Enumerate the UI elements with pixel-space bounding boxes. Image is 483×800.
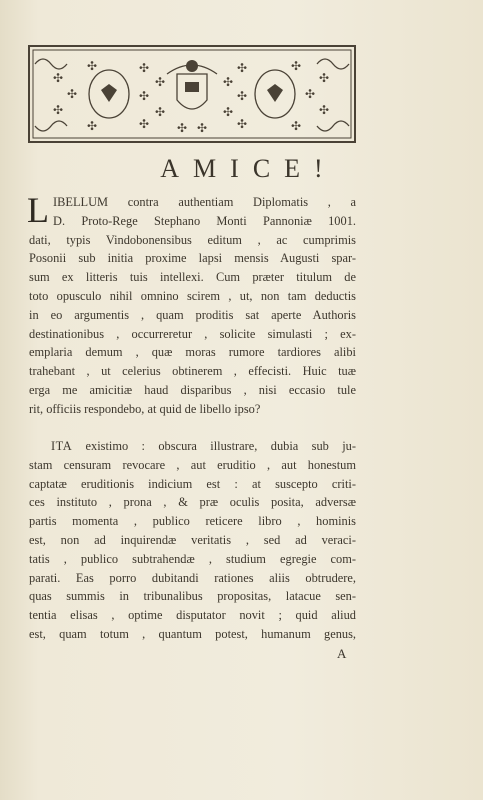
svg-text:✣: ✣ xyxy=(139,117,150,131)
text-line: destinationibus , occurreretur , solicite simulasti ; ex- xyxy=(29,326,356,341)
svg-text:✣: ✣ xyxy=(177,121,188,135)
svg-text:✣: ✣ xyxy=(223,75,234,89)
svg-text:✣: ✣ xyxy=(237,89,248,103)
svg-text:✣: ✣ xyxy=(305,87,316,101)
ornamental-headpiece-icon xyxy=(27,44,357,144)
svg-text:✣: ✣ xyxy=(319,103,330,117)
text-line: rit, officiis respondebo, at quid de libello ipso? xyxy=(29,401,261,416)
text-line: in eo argumentis , quam proditis sat aperte Authoris xyxy=(29,307,356,322)
text-line: toto opusculo nihil omnino scirem , ut, non tam deductis xyxy=(29,288,356,303)
svg-text:✣: ✣ xyxy=(155,105,166,119)
text-line: captatæ eruditionis indicium est : at suscepto criti- xyxy=(29,476,356,491)
svg-text:✣: ✣ xyxy=(87,59,98,73)
paragraph-1 xyxy=(27,190,356,419)
text-line: erga me amicitiæ haud disparibus , nisi eccasio tule xyxy=(29,382,356,397)
svg-text:✣: ✣ xyxy=(67,87,78,101)
text-line: parati. Eas porro dubitandi rationes aliis obtrudere, xyxy=(29,570,356,585)
svg-text:✣: ✣ xyxy=(291,59,302,73)
text-line: D. Proto-Rege Stephano Monti Pannoniæ 1001. xyxy=(53,213,356,228)
svg-text:✣: ✣ xyxy=(237,117,248,131)
svg-text:✣: ✣ xyxy=(197,121,208,135)
svg-text:✣: ✣ xyxy=(53,71,64,85)
svg-text:✣: ✣ xyxy=(291,119,302,133)
text-line: ces instituto , prona , & præ oculis posita, adversæ xyxy=(29,495,356,510)
text-line: quas summis in tribunalibus propositas, latacue sen- xyxy=(29,589,356,604)
text-line: emplaria demum , quæ moras rumore tardiores alibi xyxy=(29,345,356,360)
svg-text:✣: ✣ xyxy=(155,75,166,89)
signature-mark: A xyxy=(337,646,347,661)
text-line: trahebant , ut celerius obtinerem , effecisti. Huic tuæ xyxy=(29,364,356,379)
text-line: est, quam totum , quantum potest, humanum genus, xyxy=(29,626,356,641)
svg-text:✣: ✣ xyxy=(87,119,98,133)
svg-text:✣: ✣ xyxy=(139,61,150,75)
text-line: sum ex litteris tuis intellexi. Cum præter titulum de xyxy=(29,270,356,285)
svg-text:✣: ✣ xyxy=(53,103,64,117)
text-line: partis momenta , publico reticere libro , hominis xyxy=(29,514,356,529)
svg-text:✣: ✣ xyxy=(237,61,248,75)
drop-initial: L xyxy=(27,190,49,230)
text-line: tentia elisas , optime disputator novit ; quid aliud xyxy=(29,608,356,623)
text-line: tatis , publico subtrahendæ , studium egregie com- xyxy=(29,551,356,566)
paragraph-lead: ITA xyxy=(51,439,73,453)
svg-text:✣: ✣ xyxy=(223,105,234,119)
text-line: dati, typis Vindobonensibus editum , ac cumprimis xyxy=(29,232,356,247)
paragraph-2 xyxy=(29,437,356,644)
text-line: IBELLUM contra authentiam Diplomatis , a xyxy=(53,195,356,209)
svg-text:✣: ✣ xyxy=(139,89,150,103)
text-line: est, non ad inquirendæ veritatis , sed ad veraci- xyxy=(29,532,356,547)
svg-text:✣: ✣ xyxy=(319,71,330,85)
text-line: ITA existimo : obscura illustrare, dubia sub ju- xyxy=(51,439,356,453)
text-line: stam censuram revocare , aut eruditio , aut honestum xyxy=(29,457,356,472)
text-line: Posonii sub initia proxime lapsi mensis Augusti spar- xyxy=(29,251,356,266)
page-title: AMICE! xyxy=(160,154,337,183)
